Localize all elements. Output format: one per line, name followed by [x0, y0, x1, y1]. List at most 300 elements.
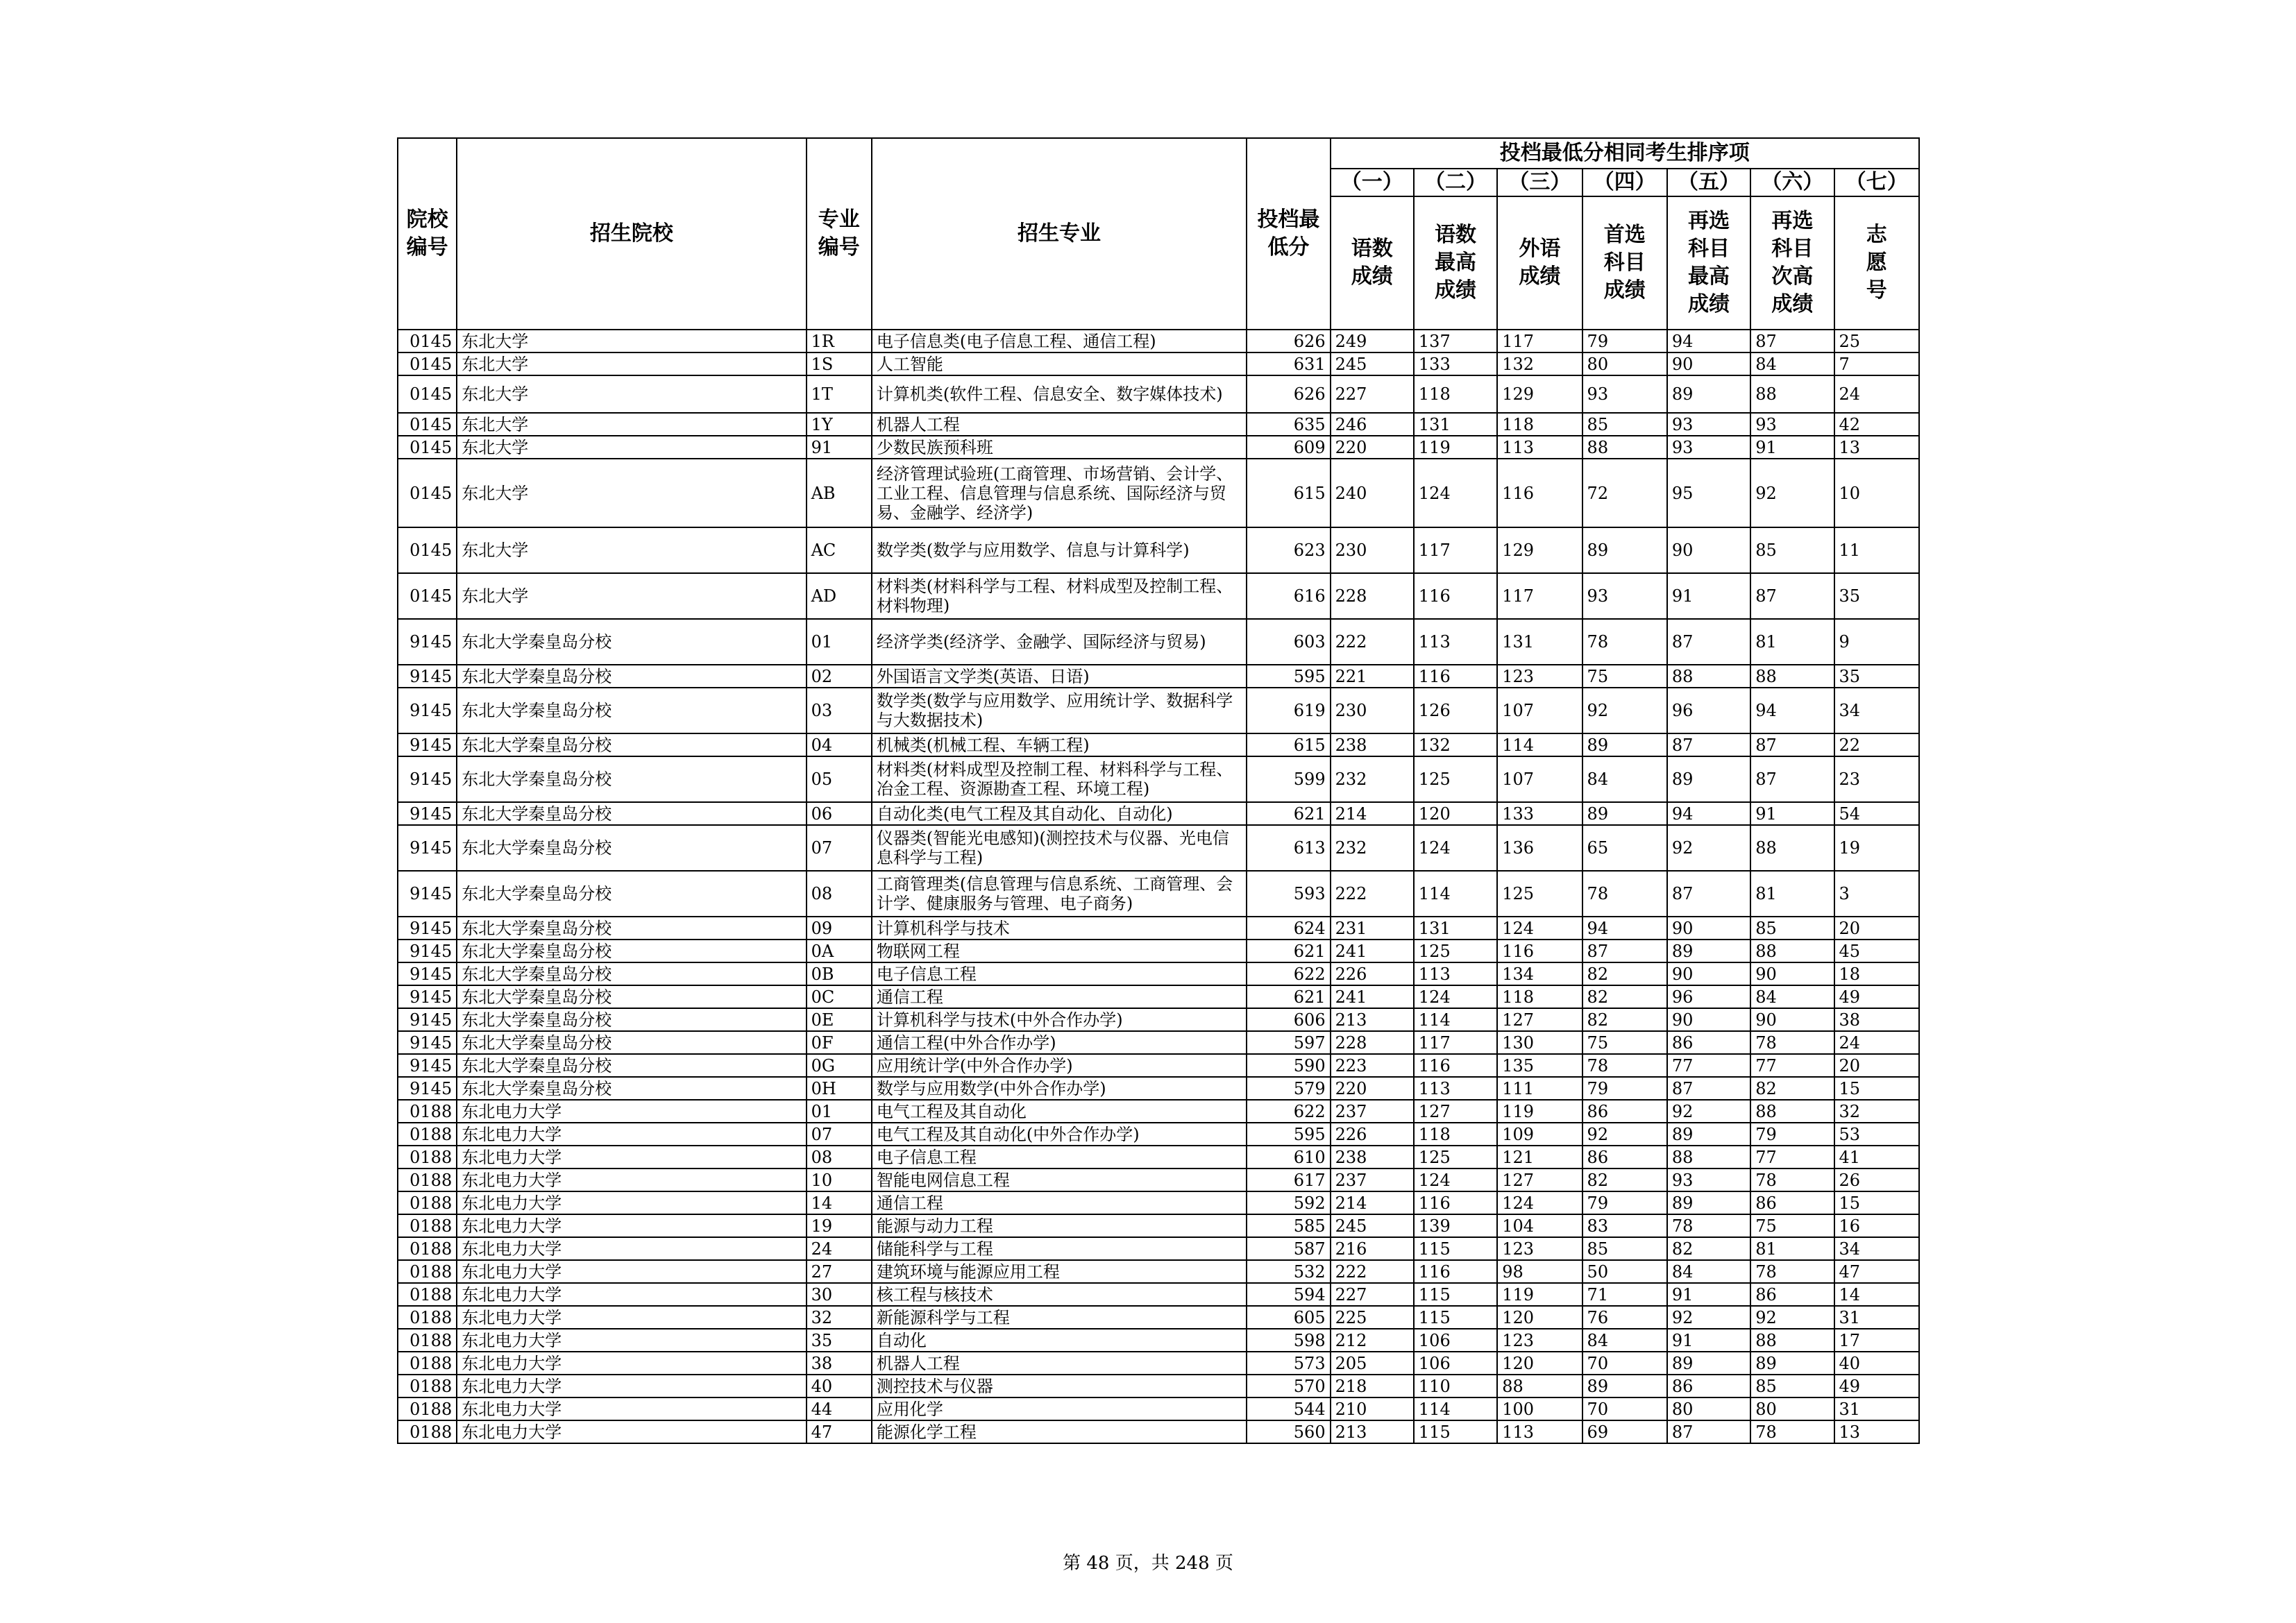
chinese-math-score-cell: 231 [1331, 917, 1414, 940]
min-score-cell: 626 [1247, 375, 1330, 413]
second-subject-max-cell: 88 [1667, 1146, 1750, 1169]
chinese-math-score-cell: 210 [1331, 1397, 1414, 1420]
chinese-math-score-cell: 218 [1331, 1375, 1414, 1397]
chinese-math-max-cell: 106 [1414, 1329, 1497, 1352]
first-subject-cell: 82 [1582, 1008, 1667, 1031]
foreign-language-cell: 104 [1497, 1214, 1582, 1237]
foreign-language-cell: 117 [1497, 330, 1582, 352]
chinese-math-score-cell: 227 [1331, 375, 1414, 413]
school-code-cell: 0145 [398, 573, 457, 619]
school-name-cell: 东北电力大学 [457, 1283, 806, 1306]
first-subject-cell: 92 [1582, 1123, 1667, 1146]
preference-number-cell: 9 [1834, 619, 1920, 665]
foreign-language-cell: 111 [1497, 1077, 1582, 1100]
first-subject-cell: 69 [1582, 1420, 1667, 1443]
table-row [398, 825, 1919, 871]
table-row [398, 962, 1919, 985]
school-code-cell: 0188 [398, 1420, 457, 1443]
preference-number-cell: 15 [1834, 1191, 1920, 1214]
preference-number-cell: 31 [1834, 1397, 1920, 1420]
table-row [398, 985, 1919, 1008]
header-order-2: （二） [1414, 169, 1497, 196]
major-name-cell: 计算机科学与技术(中外合作办学) [872, 1008, 1247, 1031]
chinese-math-max-cell: 116 [1414, 665, 1497, 688]
school-name-cell: 东北大学 [457, 330, 806, 352]
school-name-cell: 东北大学秦皇岛分校 [457, 688, 806, 733]
first-subject-cell: 88 [1582, 436, 1667, 459]
second-subject-next-cell: 81 [1750, 619, 1834, 665]
second-subject-max-cell: 93 [1667, 436, 1750, 459]
school-code-cell: 0145 [398, 413, 457, 436]
preference-number-cell: 3 [1834, 871, 1920, 917]
chinese-math-score-cell: 241 [1331, 985, 1414, 1008]
major-code-cell: 07 [807, 1123, 872, 1146]
first-subject-cell: 89 [1582, 1375, 1667, 1397]
table-row [398, 1123, 1919, 1146]
table-row [398, 802, 1919, 825]
chinese-math-max-cell: 113 [1414, 1077, 1497, 1100]
preference-number-cell: 17 [1834, 1329, 1920, 1352]
major-code-cell: 06 [807, 802, 872, 825]
major-name-cell: 新能源科学与工程 [872, 1306, 1247, 1329]
major-code-cell: 1R [807, 330, 872, 352]
min-score-cell: 595 [1247, 665, 1330, 688]
chinese-math-max-cell: 110 [1414, 1375, 1497, 1397]
first-subject-cell: 78 [1582, 619, 1667, 665]
school-code-cell: 0188 [398, 1397, 457, 1420]
school-name-cell: 东北电力大学 [457, 1375, 806, 1397]
first-subject-cell: 84 [1582, 756, 1667, 802]
second-subject-next-cell: 78 [1750, 1031, 1834, 1054]
header-order-1: （一） [1331, 169, 1414, 196]
second-subject-max-cell: 87 [1667, 1077, 1750, 1100]
school-code-cell: 9145 [398, 1077, 457, 1100]
school-code-cell: 0188 [398, 1375, 457, 1397]
first-subject-cell: 79 [1582, 1191, 1667, 1214]
school-code-cell: 0188 [398, 1306, 457, 1329]
major-code-cell: 32 [807, 1306, 872, 1329]
first-subject-cell: 84 [1582, 1329, 1667, 1352]
major-name-cell: 能源化学工程 [872, 1420, 1247, 1443]
first-subject-cell: 82 [1582, 962, 1667, 985]
major-code-cell: 27 [807, 1260, 872, 1283]
first-subject-cell: 89 [1582, 527, 1667, 573]
school-name-cell: 东北电力大学 [457, 1420, 806, 1443]
min-score-cell: 623 [1247, 527, 1330, 573]
preference-number-cell: 31 [1834, 1306, 1920, 1329]
table-row [398, 1100, 1919, 1123]
first-subject-cell: 82 [1582, 1169, 1667, 1191]
school-name-cell: 东北大学秦皇岛分校 [457, 1054, 806, 1077]
table-row [398, 1031, 1919, 1054]
major-name-cell: 电气工程及其自动化 [872, 1100, 1247, 1123]
chinese-math-max-cell: 118 [1414, 1123, 1497, 1146]
min-score-cell: 532 [1247, 1260, 1330, 1283]
foreign-language-cell: 119 [1497, 1100, 1582, 1123]
second-subject-max-cell: 92 [1667, 825, 1750, 871]
major-name-cell: 智能电网信息工程 [872, 1169, 1247, 1191]
school-name-cell: 东北大学秦皇岛分校 [457, 1008, 806, 1031]
table-row [398, 1237, 1919, 1260]
school-code-cell: 9145 [398, 917, 457, 940]
first-subject-cell: 94 [1582, 917, 1667, 940]
school-name-cell: 东北大学秦皇岛分校 [457, 1031, 806, 1054]
chinese-math-score-cell: 228 [1331, 1031, 1414, 1054]
second-subject-max-cell: 86 [1667, 1375, 1750, 1397]
major-code-cell: 0B [807, 962, 872, 985]
table-row [398, 352, 1919, 375]
major-code-cell: 35 [807, 1329, 872, 1352]
foreign-language-cell: 129 [1497, 527, 1582, 573]
major-code-cell: 91 [807, 436, 872, 459]
school-code-cell: 0145 [398, 330, 457, 352]
min-score-cell: 590 [1247, 1054, 1330, 1077]
first-subject-cell: 75 [1582, 665, 1667, 688]
major-code-cell: 08 [807, 1146, 872, 1169]
first-subject-cell: 86 [1582, 1146, 1667, 1169]
chinese-math-score-cell: 230 [1331, 527, 1414, 573]
foreign-language-cell: 117 [1497, 573, 1582, 619]
header-criterion-2: 语数最高成绩 [1414, 196, 1497, 330]
major-code-cell: 44 [807, 1397, 872, 1420]
school-name-cell: 东北大学 [457, 375, 806, 413]
major-code-cell: 07 [807, 825, 872, 871]
foreign-language-cell: 118 [1497, 413, 1582, 436]
foreign-language-cell: 127 [1497, 1169, 1582, 1191]
major-name-cell: 通信工程(中外合作办学) [872, 1031, 1247, 1054]
second-subject-max-cell: 90 [1667, 962, 1750, 985]
min-score-cell: 621 [1247, 940, 1330, 962]
second-subject-max-cell: 87 [1667, 619, 1750, 665]
chinese-math-score-cell: 222 [1331, 619, 1414, 665]
major-name-cell: 数学类(数学与应用数学、信息与计算科学) [872, 527, 1247, 573]
table-row [398, 459, 1919, 527]
major-name-cell: 机器人工程 [872, 413, 1247, 436]
table-row [398, 871, 1919, 917]
major-name-cell: 材料类(材料成型及控制工程、材料科学与工程、冶金工程、资源勘查工程、环境工程) [872, 756, 1247, 802]
major-code-cell: 10 [807, 1169, 872, 1191]
major-name-cell: 能源与动力工程 [872, 1214, 1247, 1237]
table-row [398, 1352, 1919, 1375]
chinese-math-max-cell: 124 [1414, 985, 1497, 1008]
foreign-language-cell: 109 [1497, 1123, 1582, 1146]
header-major-name: 招生专业 [872, 138, 1247, 330]
second-subject-max-cell: 78 [1667, 1214, 1750, 1237]
table-row [398, 1397, 1919, 1420]
min-score-cell: 621 [1247, 802, 1330, 825]
school-name-cell: 东北大学秦皇岛分校 [457, 940, 806, 962]
major-code-cell: 0G [807, 1054, 872, 1077]
header-order-7: （七） [1834, 169, 1920, 196]
second-subject-next-cell: 93 [1750, 413, 1834, 436]
foreign-language-cell: 113 [1497, 1420, 1582, 1443]
major-name-cell: 电子信息类(电子信息工程、通信工程) [872, 330, 1247, 352]
school-name-cell: 东北大学秦皇岛分校 [457, 1077, 806, 1100]
chinese-math-score-cell: 246 [1331, 413, 1414, 436]
foreign-language-cell: 121 [1497, 1146, 1582, 1169]
second-subject-max-cell: 89 [1667, 1191, 1750, 1214]
preference-number-cell: 38 [1834, 1008, 1920, 1031]
chinese-math-max-cell: 116 [1414, 573, 1497, 619]
preference-number-cell: 40 [1834, 1352, 1920, 1375]
header-criterion-1: 语数成绩 [1331, 196, 1414, 330]
min-score-cell: 622 [1247, 1100, 1330, 1123]
school-code-cell: 9145 [398, 802, 457, 825]
second-subject-max-cell: 94 [1667, 330, 1750, 352]
second-subject-max-cell: 77 [1667, 1054, 1750, 1077]
foreign-language-cell: 114 [1497, 733, 1582, 756]
table-row [398, 619, 1919, 665]
header-min-score: 投档最低分 [1247, 138, 1330, 330]
preference-number-cell: 32 [1834, 1100, 1920, 1123]
chinese-math-score-cell: 238 [1331, 1146, 1414, 1169]
preference-number-cell: 14 [1834, 1283, 1920, 1306]
page-footer: 第 48 页，共 248 页 [1063, 1553, 1233, 1574]
second-subject-next-cell: 92 [1750, 1306, 1834, 1329]
foreign-language-cell: 123 [1497, 1329, 1582, 1352]
chinese-math-max-cell: 125 [1414, 940, 1497, 962]
major-name-cell: 建筑环境与能源应用工程 [872, 1260, 1247, 1283]
major-name-cell: 物联网工程 [872, 940, 1247, 962]
second-subject-next-cell: 87 [1750, 733, 1834, 756]
second-subject-max-cell: 95 [1667, 459, 1750, 527]
school-code-cell: 0145 [398, 352, 457, 375]
preference-number-cell: 13 [1834, 1420, 1920, 1443]
second-subject-max-cell: 96 [1667, 985, 1750, 1008]
preference-number-cell: 7 [1834, 352, 1920, 375]
major-code-cell: 09 [807, 917, 872, 940]
first-subject-cell: 79 [1582, 330, 1667, 352]
second-subject-next-cell: 87 [1750, 756, 1834, 802]
table-row [398, 1191, 1919, 1214]
preference-number-cell: 41 [1834, 1146, 1920, 1169]
major-code-cell: 38 [807, 1352, 872, 1375]
major-code-cell: 05 [807, 756, 872, 802]
table-row [398, 917, 1919, 940]
table-row [398, 1329, 1919, 1352]
major-name-cell: 核工程与核技术 [872, 1283, 1247, 1306]
chinese-math-max-cell: 116 [1414, 1054, 1497, 1077]
major-code-cell: 0C [807, 985, 872, 1008]
major-code-cell: 03 [807, 688, 872, 733]
school-name-cell: 东北大学秦皇岛分校 [457, 756, 806, 802]
school-name-cell: 东北电力大学 [457, 1123, 806, 1146]
major-code-cell: 1Y [807, 413, 872, 436]
min-score-cell: 635 [1247, 413, 1330, 436]
second-subject-max-cell: 90 [1667, 1008, 1750, 1031]
chinese-math-max-cell: 126 [1414, 688, 1497, 733]
table-row [398, 1283, 1919, 1306]
school-name-cell: 东北电力大学 [457, 1329, 806, 1352]
table-row [398, 1260, 1919, 1283]
major-code-cell: 19 [807, 1214, 872, 1237]
second-subject-max-cell: 91 [1667, 1329, 1750, 1352]
foreign-language-cell: 124 [1497, 1191, 1582, 1214]
school-code-cell: 0188 [398, 1169, 457, 1191]
header-school-code: 院校编号 [398, 138, 457, 330]
school-code-cell: 9145 [398, 825, 457, 871]
preference-number-cell: 25 [1834, 330, 1920, 352]
first-subject-cell: 89 [1582, 733, 1667, 756]
major-code-cell: 01 [807, 619, 872, 665]
min-score-cell: 594 [1247, 1283, 1330, 1306]
major-name-cell: 计算机类(软件工程、信息安全、数字媒体技术) [872, 375, 1247, 413]
chinese-math-score-cell: 226 [1331, 962, 1414, 985]
admission-score-table [397, 137, 1920, 1444]
second-subject-next-cell: 78 [1750, 1420, 1834, 1443]
chinese-math-max-cell: 124 [1414, 825, 1497, 871]
first-subject-cell: 82 [1582, 985, 1667, 1008]
school-name-cell: 东北大学 [457, 573, 806, 619]
foreign-language-cell: 129 [1497, 375, 1582, 413]
second-subject-max-cell: 87 [1667, 1420, 1750, 1443]
major-name-cell: 机械类(机械工程、车辆工程) [872, 733, 1247, 756]
chinese-math-max-cell: 131 [1414, 917, 1497, 940]
chinese-math-score-cell: 230 [1331, 688, 1414, 733]
foreign-language-cell: 98 [1497, 1260, 1582, 1283]
chinese-math-max-cell: 124 [1414, 459, 1497, 527]
school-name-cell: 东北电力大学 [457, 1352, 806, 1375]
school-name-cell: 东北电力大学 [457, 1214, 806, 1237]
chinese-math-max-cell: 114 [1414, 1397, 1497, 1420]
school-code-cell: 0188 [398, 1352, 457, 1375]
major-name-cell: 经济管理试验班(工商管理、市场营销、会计学、工业工程、信息管理与信息系统、国际经济与贸易、金融学、经济学) [872, 459, 1247, 527]
chinese-math-score-cell: 212 [1331, 1329, 1414, 1352]
min-score-cell: 603 [1247, 619, 1330, 665]
chinese-math-score-cell: 240 [1331, 459, 1414, 527]
preference-number-cell: 20 [1834, 917, 1920, 940]
major-name-cell: 材料类(材料科学与工程、材料成型及控制工程、材料物理) [872, 573, 1247, 619]
table-row [398, 1420, 1919, 1443]
chinese-math-max-cell: 113 [1414, 962, 1497, 985]
preference-number-cell: 24 [1834, 375, 1920, 413]
table-row [398, 375, 1919, 413]
major-code-cell: 14 [807, 1191, 872, 1214]
school-name-cell: 东北电力大学 [457, 1169, 806, 1191]
school-code-cell: 9145 [398, 665, 457, 688]
table-row [398, 665, 1919, 688]
second-subject-max-cell: 92 [1667, 1306, 1750, 1329]
major-name-cell: 电气工程及其自动化(中外合作办学) [872, 1123, 1247, 1146]
first-subject-cell: 78 [1582, 871, 1667, 917]
foreign-language-cell: 116 [1497, 940, 1582, 962]
major-code-cell: 0E [807, 1008, 872, 1031]
second-subject-max-cell: 90 [1667, 527, 1750, 573]
school-name-cell: 东北大学秦皇岛分校 [457, 917, 806, 940]
major-name-cell: 电子信息工程 [872, 962, 1247, 985]
foreign-language-cell: 120 [1497, 1352, 1582, 1375]
school-code-cell: 0145 [398, 436, 457, 459]
second-subject-next-cell: 81 [1750, 1237, 1834, 1260]
school-name-cell: 东北大学 [457, 527, 806, 573]
school-code-cell: 9145 [398, 756, 457, 802]
first-subject-cell: 92 [1582, 688, 1667, 733]
second-subject-next-cell: 88 [1750, 825, 1834, 871]
major-code-cell: AC [807, 527, 872, 573]
chinese-math-max-cell: 120 [1414, 802, 1497, 825]
table-row [398, 1214, 1919, 1237]
chinese-math-max-cell: 115 [1414, 1420, 1497, 1443]
school-code-cell: 9145 [398, 619, 457, 665]
chinese-math-score-cell: 237 [1331, 1169, 1414, 1191]
first-subject-cell: 93 [1582, 375, 1667, 413]
major-name-cell: 少数民族预科班 [872, 436, 1247, 459]
preference-number-cell: 47 [1834, 1260, 1920, 1283]
chinese-math-max-cell: 131 [1414, 413, 1497, 436]
table-row [398, 1169, 1919, 1191]
school-code-cell: 9145 [398, 688, 457, 733]
min-score-cell: 631 [1247, 352, 1330, 375]
school-name-cell: 东北大学 [457, 352, 806, 375]
table-row [398, 1054, 1919, 1077]
major-name-cell: 人工智能 [872, 352, 1247, 375]
foreign-language-cell: 131 [1497, 619, 1582, 665]
chinese-math-max-cell: 113 [1414, 619, 1497, 665]
chinese-math-score-cell: 222 [1331, 871, 1414, 917]
second-subject-max-cell: 82 [1667, 1237, 1750, 1260]
major-name-cell: 通信工程 [872, 985, 1247, 1008]
table-row [398, 1008, 1919, 1031]
chinese-math-score-cell: 249 [1331, 330, 1414, 352]
school-code-cell: 0188 [398, 1237, 457, 1260]
chinese-math-score-cell: 228 [1331, 573, 1414, 619]
school-code-cell: 0188 [398, 1329, 457, 1352]
major-code-cell: 01 [807, 1100, 872, 1123]
preference-number-cell: 13 [1834, 436, 1920, 459]
preference-number-cell: 19 [1834, 825, 1920, 871]
foreign-language-cell: 107 [1497, 688, 1582, 733]
min-score-cell: 613 [1247, 825, 1330, 871]
foreign-language-cell: 130 [1497, 1031, 1582, 1054]
preference-number-cell: 15 [1834, 1077, 1920, 1100]
chinese-math-max-cell: 116 [1414, 1191, 1497, 1214]
min-score-cell: 615 [1247, 733, 1330, 756]
chinese-math-max-cell: 117 [1414, 527, 1497, 573]
min-score-cell: 626 [1247, 330, 1330, 352]
preference-number-cell: 10 [1834, 459, 1920, 527]
school-name-cell: 东北大学秦皇岛分校 [457, 825, 806, 871]
second-subject-max-cell: 90 [1667, 917, 1750, 940]
min-score-cell: 609 [1247, 436, 1330, 459]
min-score-cell: 544 [1247, 1397, 1330, 1420]
min-score-cell: 606 [1247, 1008, 1330, 1031]
min-score-cell: 605 [1247, 1306, 1330, 1329]
second-subject-max-cell: 93 [1667, 1169, 1750, 1191]
preference-number-cell: 23 [1834, 756, 1920, 802]
first-subject-cell: 75 [1582, 1031, 1667, 1054]
second-subject-next-cell: 92 [1750, 459, 1834, 527]
first-subject-cell: 89 [1582, 802, 1667, 825]
first-subject-cell: 85 [1582, 413, 1667, 436]
school-name-cell: 东北大学 [457, 436, 806, 459]
chinese-math-score-cell: 225 [1331, 1306, 1414, 1329]
second-subject-max-cell: 87 [1667, 871, 1750, 917]
table-row [398, 940, 1919, 962]
second-subject-next-cell: 90 [1750, 1008, 1834, 1031]
school-name-cell: 东北电力大学 [457, 1397, 806, 1420]
school-name-cell: 东北大学秦皇岛分校 [457, 871, 806, 917]
min-score-cell: 622 [1247, 962, 1330, 985]
major-code-cell: 02 [807, 665, 872, 688]
header-tiebreak-group: 投档最低分相同考生排序项 [1331, 138, 1919, 169]
second-subject-max-cell: 96 [1667, 688, 1750, 733]
header-school-name: 招生院校 [457, 138, 806, 330]
second-subject-max-cell: 89 [1667, 756, 1750, 802]
preference-number-cell: 35 [1834, 665, 1920, 688]
foreign-language-cell: 136 [1497, 825, 1582, 871]
major-code-cell: 1T [807, 375, 872, 413]
school-code-cell: 0188 [398, 1283, 457, 1306]
